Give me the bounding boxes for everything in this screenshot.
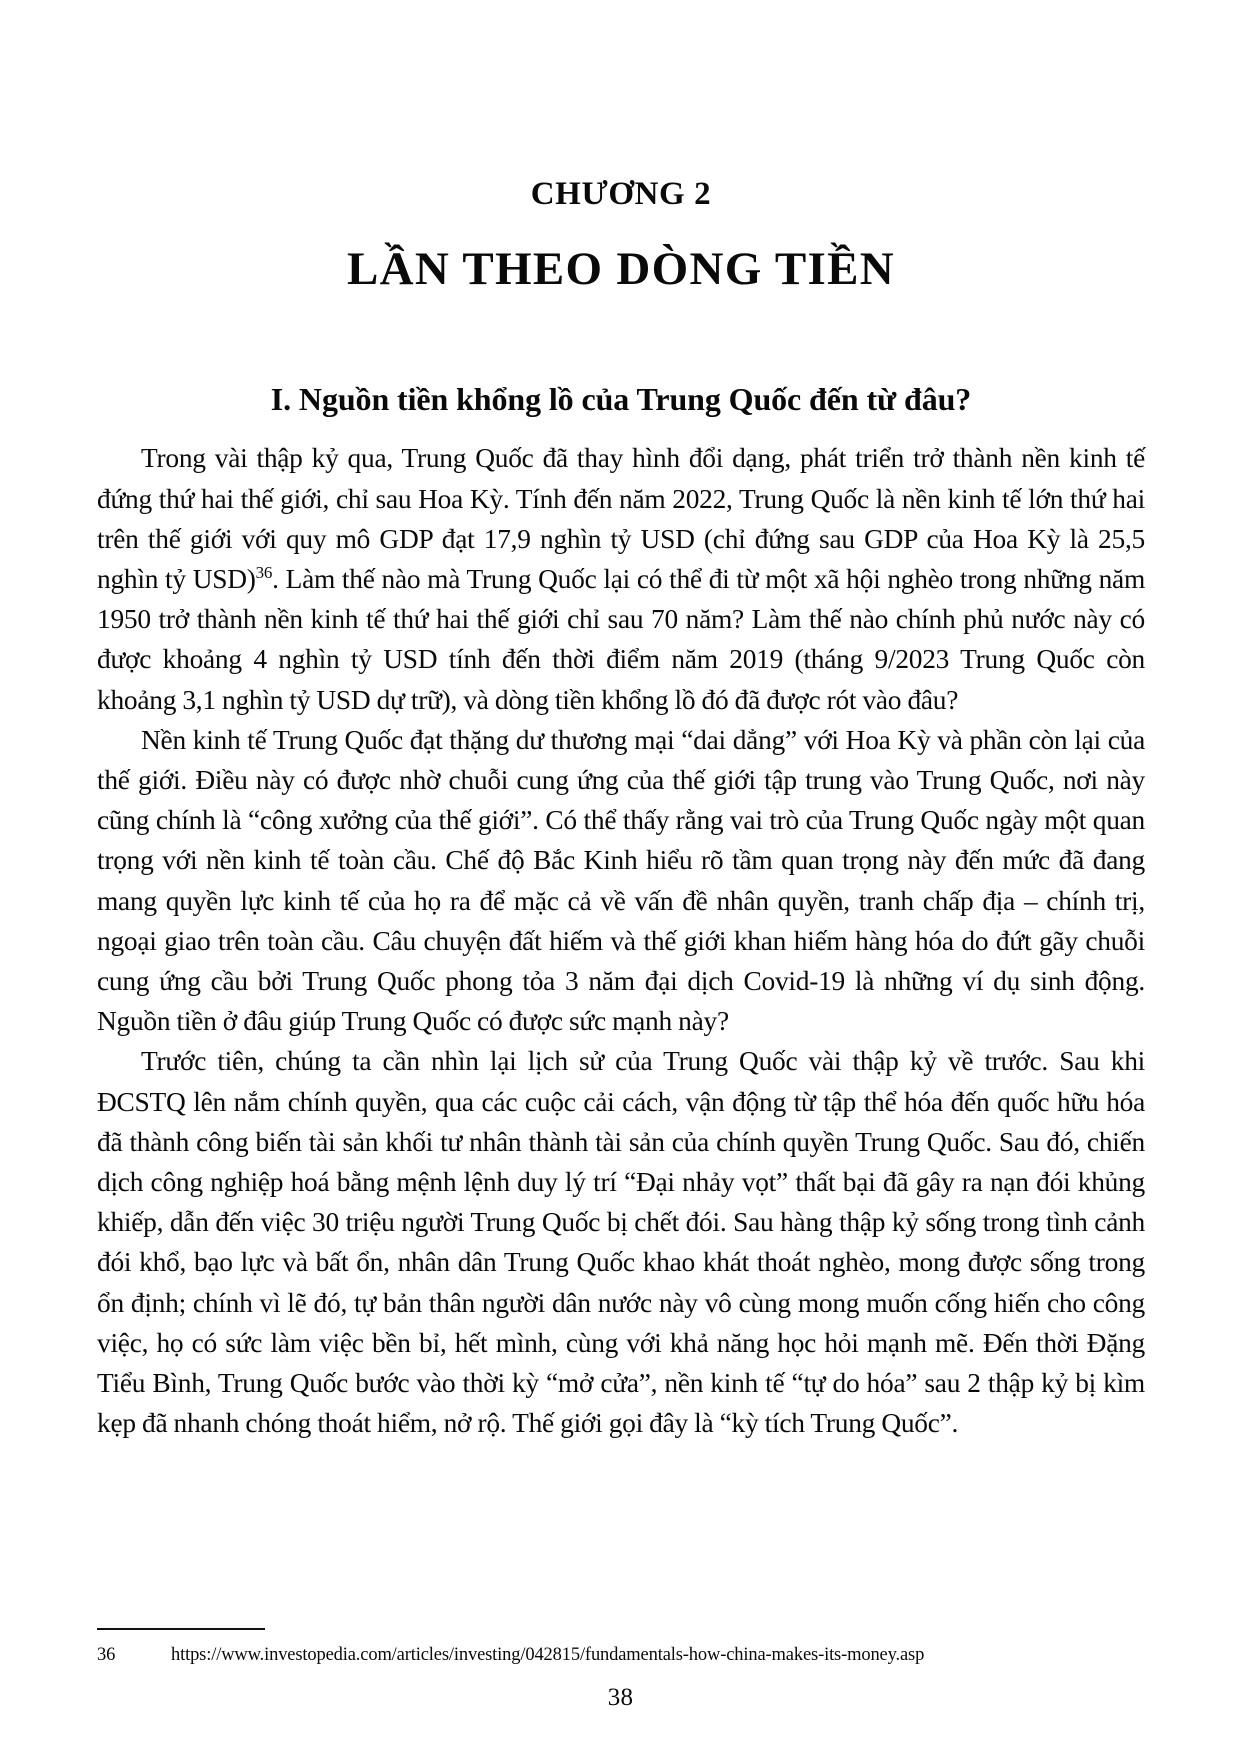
page-content-column xyxy=(97,0,1145,1443)
paragraph-2: Nền kinh tế Trung Quốc đạt thặng dư thương mại “dai dẳng” với Hoa Kỳ và phần còn lại của thế giới. Điều này có được nhờ chuỗi cung ứng của thế giới tập trung vào Trung Quốc, nơi này cũng chính là “công xưởng của thế giới”. Có thể thấy rằng vai trò của Trung Quốc ngày một quan trọng với nền kinh tế toàn cầu. Chế độ Bắc Kinh hiểu rõ tầm quan trọng này đến mức đã đang mang quyền lực kinh tế của họ ra để mặc cả về vấn đề nhân quyền, tranh chấp địa – chính trị, ngoại giao trên toàn cầu. Câu chuyện đất hiếm và thế giới khan hiếm hàng hóa do đứt gãy chuỗi cung ứng cầu bởi Trung Quốc phong tỏa 3 năm đại dịch Covid-19 là những ví dụ sinh động. Nguồn tiền ở đâu giúp Trung Quốc có được sức mạnh này? xyxy=(97,724,1145,1037)
paragraph-1-text-before-footnote-ref: Trong vài thập kỷ qua, Trung Quốc đã thay hình đổi dạng, phát triển trở thành nền kinh tế đứng thứ hai thế giới, chỉ sau Hoa Kỳ. Tính đến năm 2022, Trung Quốc là nền kinh tế lớn thứ hai trên thế giới với quy mô GDP đạt 17,9 nghìn tỷ USD (chỉ đứng sau GDP của Hoa Kỳ là 25,5 nghìn tỷ USD) xyxy=(97,443,1145,594)
page-number: 38 xyxy=(607,1684,634,1711)
footnote-url[interactable]: https://www.investopedia.com/articles/investing/042815/fundamentals-how-china-makes-its-money.asp xyxy=(171,1645,925,1665)
body-copy xyxy=(97,418,1145,1443)
paragraph-3: Trước tiên, chúng ta cần nhìn lại lịch sử của Trung Quốc vài thập kỷ về trước. Sau khi ĐCSTQ lên nắm chính quyền, qua các cuộc cải cách, vận động từ tập thể hóa đến quốc hữu hóa đã thành công biến tài sản khối tư nhân thành tài sản của chính quyền Trung Quốc. Sau đó, chiến dịch công nghiệp hoá bằng mệnh lệnh duy lý trí “Đại nhảy vọt” thất bại đã gây ra nạn đói khủng khiếp, dẫn đến việc 30 triệu người Trung Quốc bị chết đói. Sau hàng thập kỷ sống trong tình cảnh đói khổ, bạo lực và bất ổn, nhân dân Trung Quốc khao khát thoát nghèo, mong được sống trong ổn định; chính vì lẽ đó, tự bản thân người dân nước này vô cùng mong muốn cống hiến cho công việc, họ có sức làm việc bền bỉ, hết mình, cùng với khả năng học hỏi mạnh mẽ. Đến thời Đặng Tiểu Bình, Trung Quốc bước vào thời kỳ “mở cửa”, nền kinh tế “tự do hóa” sau 2 thập kỷ bị kìm kẹp đã nhanh chóng thoát hiểm, nở rộ. Thế giới gọi đây là “kỳ tích Trung Quốc”. xyxy=(97,1046,1145,1439)
chapter-label: CHƯƠNG 2 xyxy=(530,176,712,212)
footnote-entry xyxy=(97,1643,1145,1667)
section-heading: I. Nguồn tiền khổng lồ của Trung Quốc đến từ đâu? xyxy=(270,380,972,417)
footnote-number: 36 xyxy=(97,1645,116,1665)
paragraph-1-text-after-footnote-ref: . Làm thế nào mà Trung Quốc lại có thể đi từ một xã hội nghèo trong những năm 1950 trở thành nền kinh tế thứ hai thế giới chỉ sau 70 năm? Làm thế nào chính phủ nước này có được khoảng 4 nghìn tỷ USD tính đến thời điểm năm 2019 (tháng 9/2023 Trung Quốc còn khoảng 3,1 nghìn tỷ USD dự trữ), và dòng tiền khổng lồ đó đã được rót vào đâu? xyxy=(97,563,1146,715)
chapter-title: LẦN THEO DÒNG TIỀN xyxy=(347,242,895,295)
footnote-area xyxy=(97,1628,1145,1667)
footnote-separator-rule xyxy=(97,1628,265,1630)
footnote-reference-36[interactable]: 36 xyxy=(255,562,273,582)
paragraph-1 xyxy=(97,438,1145,719)
